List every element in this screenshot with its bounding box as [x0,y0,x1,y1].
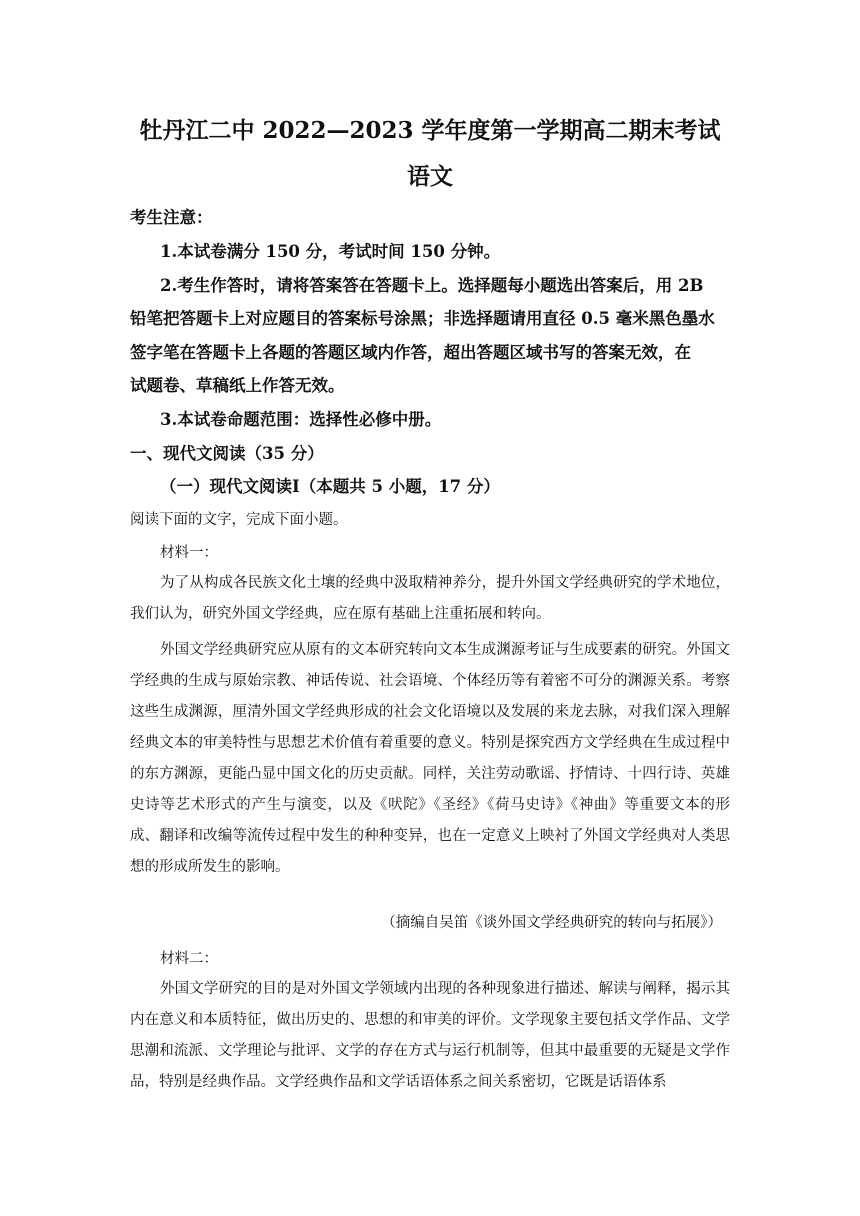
material-1-paragraph-1: 为了从构成各民族文化土壤的经典中汲取精神养分，提升外国文学经典研究的学术地位，我们认为，研究外国文学经典，应在原有基础上注重拓展和转向。 [130,575,730,622]
notice-item-2-line-3: 签字笔在答题卡上各题的答题区域内作答，超出答题区域书写的答案无效，在 [130,343,691,362]
section-instruction: 阅读下面的文字，完成下面小题。 [130,512,348,528]
notice-item-2-line-1: 2.考生作答时，请将答案答在答题卡上。选择题每小题选出答案后，用 2B [160,276,704,295]
notice-heading: 考生注意： [130,208,213,227]
material-2-label: 材料二： [160,951,218,967]
notice-item-1: 1.本试卷满分 150 分，考试时间 150 分钟。 [160,242,501,261]
material-2-paragraph-1: 外国文学研究的目的是对外国文学领域内出现的各种现象进行描述、解读与阐释，揭示其内在意义和本质特征，做出历史的、思想的和审美的评价。文学现象主要包括文学作品、文学思潮和流派、文学理论与批评、文学的存在方式与运行机制等，但其中最重要的无疑是文学作品，特别是经典作品。文学经典作品和文学话语体系之间关系密切，它既是话语体系 [130,981,730,1090]
notice-item-3: 3.本试卷命题范围：选择性必修中册。 [160,410,442,429]
material-1-label: 材料一： [160,545,218,561]
notice-item-2-line-4: 试题卷、草稿纸上作答无效。 [130,376,345,395]
section-heading: 一、现代文阅读（35 分） [130,444,324,463]
material-1-paragraph-2: 外国文学经典研究应从原有的文本研究转向文本生成渊源考证与生成要素的研究。外国文学经典的生成与原始宗教、神话传说、社会语境、个体经历等有着密不可分的渊源关系。考察这些生成渊源，厘清外国文学经典形成的社会文化语境以及发展的来龙去脉，对我们深入理解经典文本的审美特性与思想艺术价值有着重要的意义。特别是探究西方文学经典在生成过程中的东方渊源，更能凸显中国文化的历史贡献。同样，关注劳动歌谣、抒情诗、十四行诗、英雄史诗等艺术形式的产生与演变，以及《吠陀》《圣经》《荷马史诗》《神曲》等重要文本的形成、翻译和改编等流传过程中发生的种种变异，也在一定意义上映衬了外国文学经典对人类思想的形成所发生的影响。 [130,642,730,875]
section-subheading: （一）现代文阅读Ⅰ（本题共 5 小题，17 分） [160,477,500,496]
notice-item-2-line-2: 铅笔把答题卡上对应题目的答案标号涂黑；非选择题请用直径 0.5 毫米黑色墨水 [130,309,715,328]
exam-title: 牡丹江二中 2022—2023 学年度第一学期高二期末考试 [139,117,721,144]
material-1-source: （摘编自吴笛《谈外国文学经典研究的转向与拓展》） [381,915,722,931]
subject-title: 语文 [407,163,453,190]
